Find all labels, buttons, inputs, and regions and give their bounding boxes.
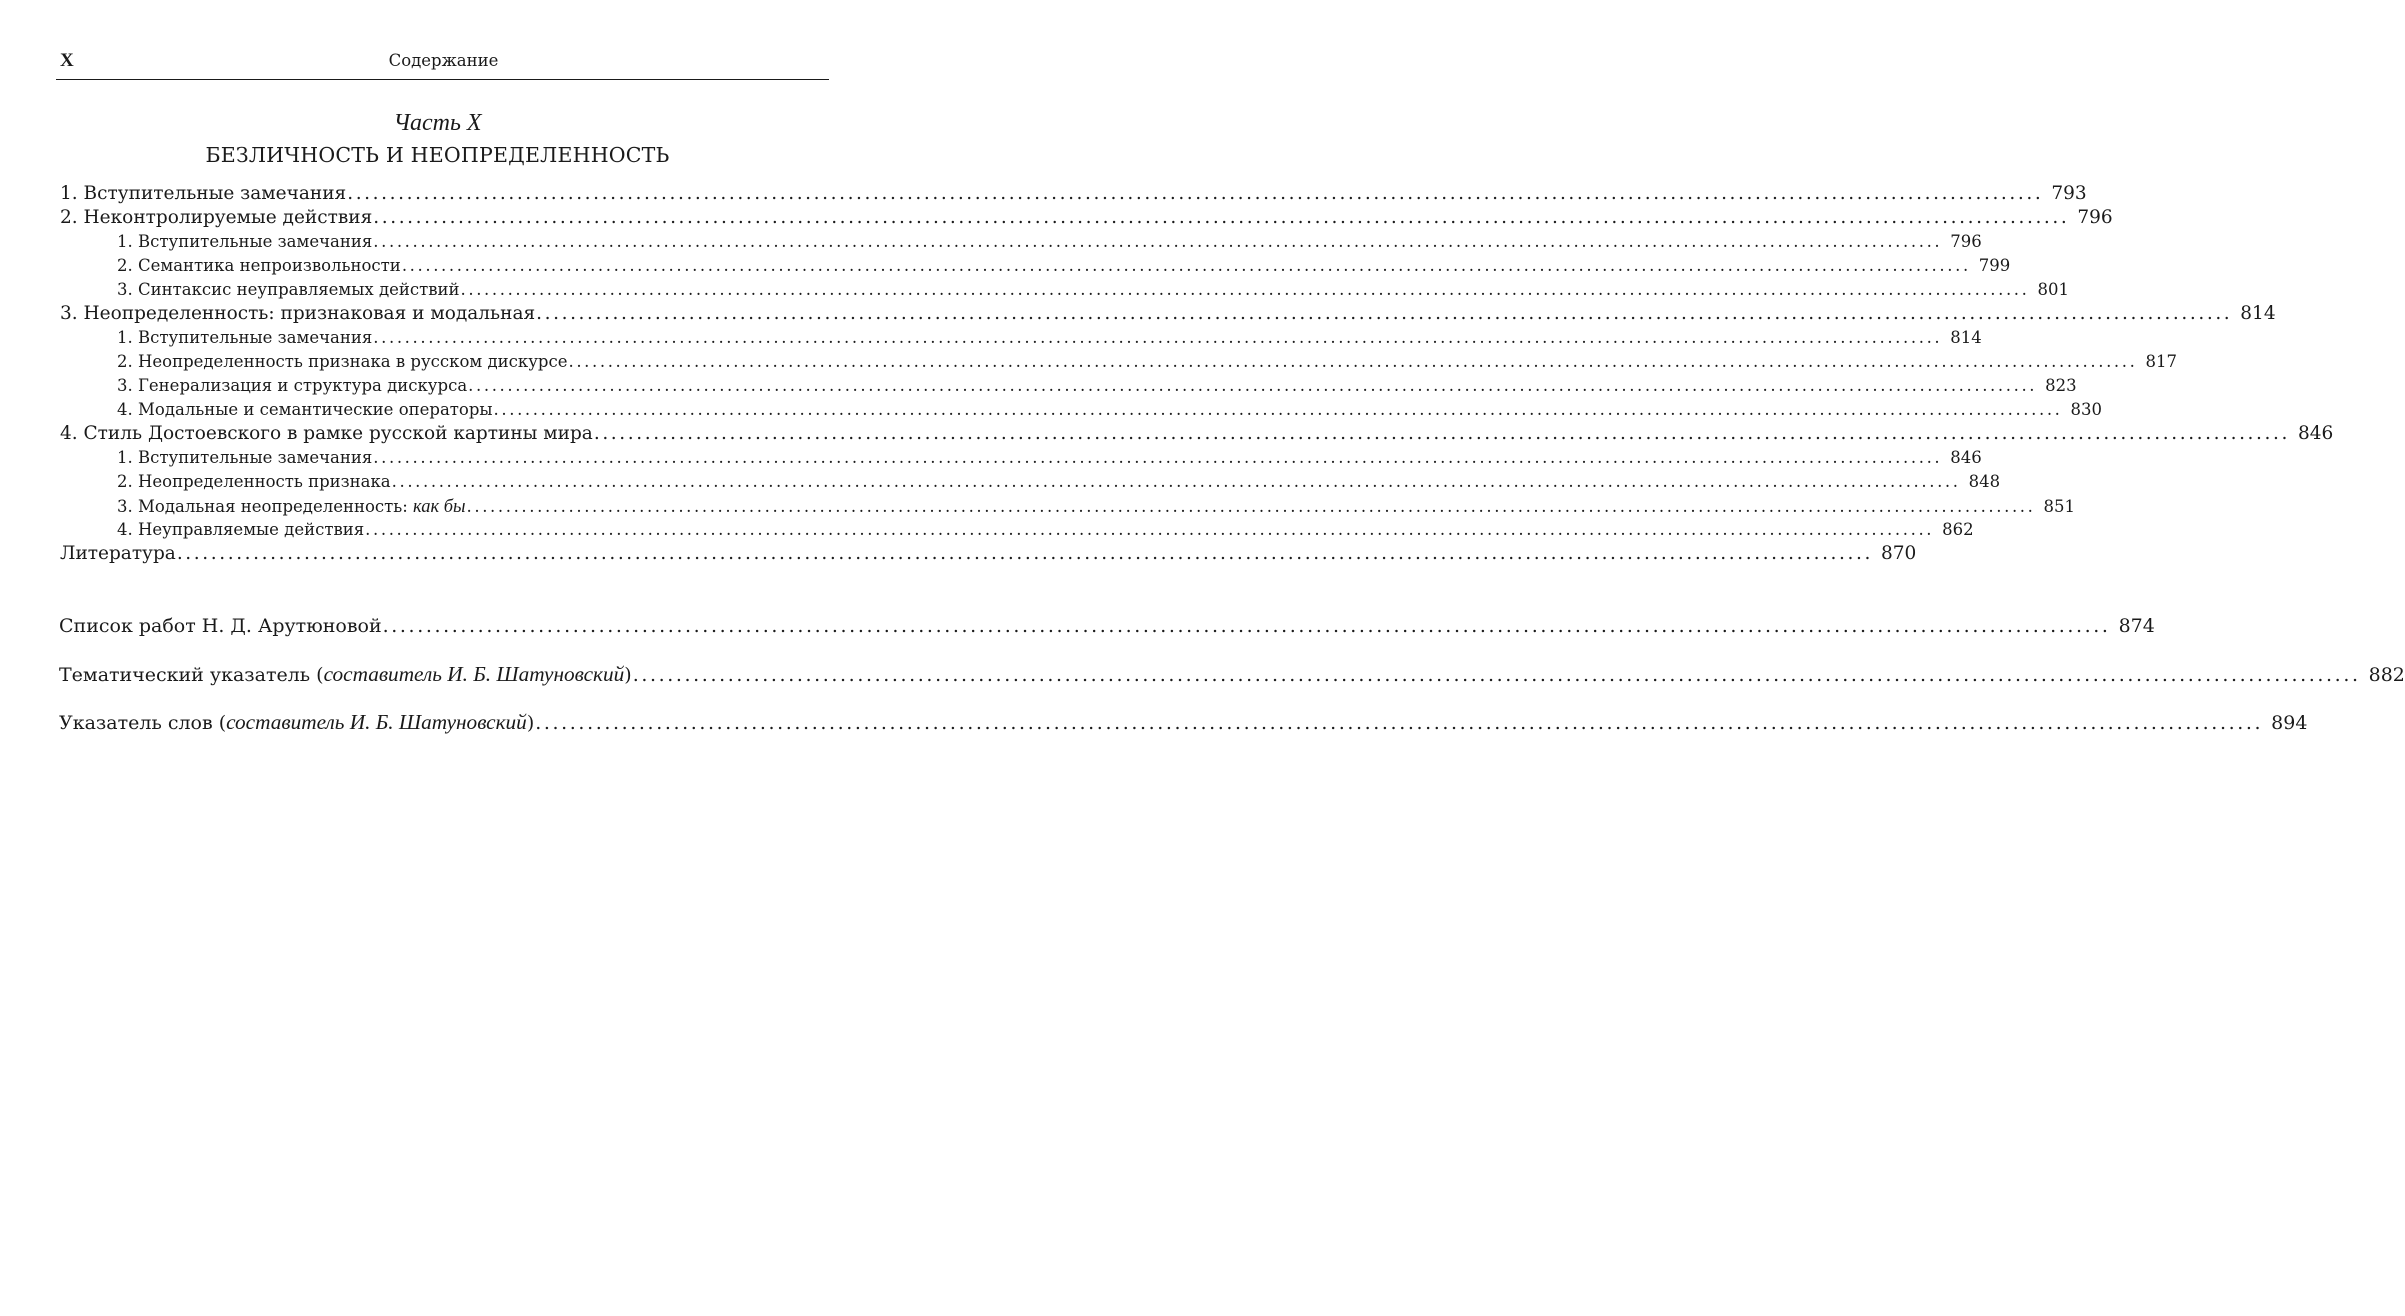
page-number: 894 — [2271, 712, 2308, 734]
dot-leader: ........................................................................................................................................................................................................ — [493, 400, 2063, 419]
entry-title-italic: составитель И. Б. Шатуновский — [323, 662, 625, 686]
page-number: 796 — [1950, 232, 1982, 251]
toc-entry-title — [60, 182, 346, 206]
page-folio: X — [60, 50, 74, 71]
toc-entry-title — [60, 422, 593, 446]
entry-title-text: 4. Модальные и семантические операторы — [117, 400, 493, 419]
page-number: 799 — [1978, 256, 2011, 275]
entry-title-text: Литература — [60, 543, 176, 564]
entry-title-italic: составитель И. Б. Шатуновский — [226, 710, 527, 734]
entry-title-text: 3. Неопределенность: признаковая и модальная — [60, 303, 536, 324]
toc-entry-title — [117, 326, 372, 350]
toc-entry — [59, 446, 1982, 470]
entry-title-text: 3. Генерализация и структура дискурса — [117, 376, 468, 395]
toc-entry — [59, 470, 2001, 494]
page-number: 874 — [2118, 615, 2155, 637]
entry-title-text: Список работ Н. Д. Арутюновой — [59, 615, 382, 637]
toc-entry — [59, 302, 2276, 326]
dot-leader: ........................................................................................................................................................................................................ — [535, 712, 2264, 734]
toc-entry — [59, 494, 2075, 518]
part-label: Часть X — [393, 110, 482, 136]
page-number: 814 — [1950, 328, 1982, 347]
page-number: 830 — [2070, 400, 2103, 419]
toc-entry-title — [117, 518, 364, 542]
dot-leader: ........................................................................................................................................................................................................ — [632, 664, 2361, 686]
toc-entry-title — [60, 542, 176, 566]
toc-entry — [59, 326, 1982, 350]
page-number: 846 — [2297, 423, 2334, 444]
dot-leader: ........................................................................................................................................................................................................ — [568, 352, 2138, 371]
entry-title-text: 4. Стиль Достоевского в рамке русской картины мира — [60, 423, 593, 444]
toc-entry-title — [60, 206, 372, 230]
page-number: 793 — [2051, 183, 2087, 204]
toc-entry — [59, 206, 2113, 230]
page-number: 823 — [2045, 376, 2077, 395]
toc-entry — [59, 422, 2334, 446]
entry-title-text: 1. Вступительные замечания — [60, 183, 347, 204]
running-head — [58, 50, 829, 74]
entry-title-text: 3. Модальная неопределенность: — [117, 497, 414, 516]
toc-entry — [59, 230, 1982, 254]
toc-entry-title — [117, 446, 372, 470]
entry-title-text: 2. Семантика непроизвольности — [117, 256, 401, 275]
page-number: 848 — [1968, 472, 2001, 491]
toc-entry-title — [117, 230, 372, 254]
page-number: 814 — [2240, 303, 2276, 324]
toc-entry-title — [117, 278, 460, 302]
dot-leader: ........................................................................................................................................................................................................ — [373, 448, 1943, 467]
toc-entry-title — [117, 254, 401, 278]
toc-entry-title — [59, 612, 382, 640]
dot-leader: ........................................................................................................................................................................................................ — [536, 303, 2233, 324]
entry-title-tail: ) — [624, 664, 632, 686]
toc-entry-title — [59, 660, 632, 689]
toc-entry — [59, 612, 2155, 660]
dot-leader: ........................................................................................................................................................................................................ — [391, 472, 1961, 491]
entry-title-italic: как бы — [413, 496, 466, 516]
entry-title-text: 1. Вступительные замечания — [117, 328, 373, 347]
toc-entry-title — [59, 708, 534, 737]
toc-entry — [59, 398, 2103, 422]
dot-leader: ........................................................................................................................................................................................................ — [373, 232, 1943, 251]
dot-leader: ........................................................................................................................................................................................................ — [365, 520, 1935, 539]
dot-leader: ........................................................................................................................................................................................................ — [382, 615, 2111, 637]
page-number: 882 — [2368, 664, 2405, 686]
entry-title-text: 3. Синтаксис неуправляемых действий — [117, 280, 460, 299]
page-number: 851 — [2043, 497, 2075, 516]
toc-entry — [59, 182, 2087, 206]
back-matter-list — [59, 612, 2405, 756]
dot-leader: ........................................................................................................................................................................................................ — [347, 183, 2044, 204]
dot-leader: ........................................................................................................................................................................................................ — [468, 376, 2038, 395]
dot-leader: ........................................................................................................................................................................................................ — [373, 207, 2070, 228]
entry-title-text: 4. Неуправляемые действия — [117, 520, 365, 539]
entry-title-text: 2. Неопределенность признака в русском дискурсе — [117, 352, 568, 371]
dot-leader: ........................................................................................................................................................................................................ — [176, 543, 1873, 564]
toc-entry-title — [117, 398, 493, 422]
entry-title-text: 1. Вступительные замечания — [117, 232, 373, 251]
dot-leader: ........................................................................................................................................................................................................ — [373, 328, 1943, 347]
entry-title-text: 2. Неопределенность признака — [117, 472, 391, 491]
toc-entry-title — [117, 470, 391, 494]
toc-entry-title — [117, 374, 467, 398]
toc-entry — [59, 350, 2177, 374]
entry-title-tail: ) — [526, 712, 535, 734]
dot-leader: ........................................................................................................................................................................................................ — [460, 280, 2030, 299]
dot-leader: ........................................................................................................................................................................................................ — [593, 423, 2290, 444]
table-of-contents — [59, 182, 2334, 566]
dot-leader: ........................................................................................................................................................................................................ — [466, 497, 2036, 516]
entry-title-text: Указатель слов ( — [59, 712, 227, 734]
page-number: 796 — [2077, 207, 2113, 228]
entry-title-text: 2. Неконтролируемые действия — [60, 207, 373, 228]
toc-entry — [59, 374, 2077, 398]
toc-entry — [59, 708, 2308, 756]
part-title: БЕЗЛИЧНОСТЬ И НЕОПРЕДЕЛЕННОСТЬ — [205, 143, 670, 167]
toc-entry — [59, 542, 1917, 566]
toc-entry — [59, 254, 2011, 278]
page-number: 870 — [1880, 543, 1917, 564]
dot-leader: ........................................................................................................................................................................................................ — [401, 256, 1971, 275]
entry-title-text: Тематический указатель ( — [59, 664, 324, 686]
toc-entry — [59, 660, 2405, 708]
toc-entry-title — [117, 350, 567, 374]
page-number: 817 — [2145, 352, 2177, 371]
page-number: 801 — [2037, 280, 2069, 299]
toc-entry-title — [117, 494, 466, 519]
toc-entry-title — [60, 302, 535, 326]
header-rule — [56, 79, 829, 80]
page-number: 862 — [1942, 520, 1974, 539]
toc-entry — [59, 518, 1974, 542]
entry-title-text: 1. Вступительные замечания — [117, 448, 373, 467]
running-title: Содержание — [388, 51, 499, 70]
page-number: 846 — [1950, 448, 1982, 467]
toc-entry — [59, 278, 2069, 302]
